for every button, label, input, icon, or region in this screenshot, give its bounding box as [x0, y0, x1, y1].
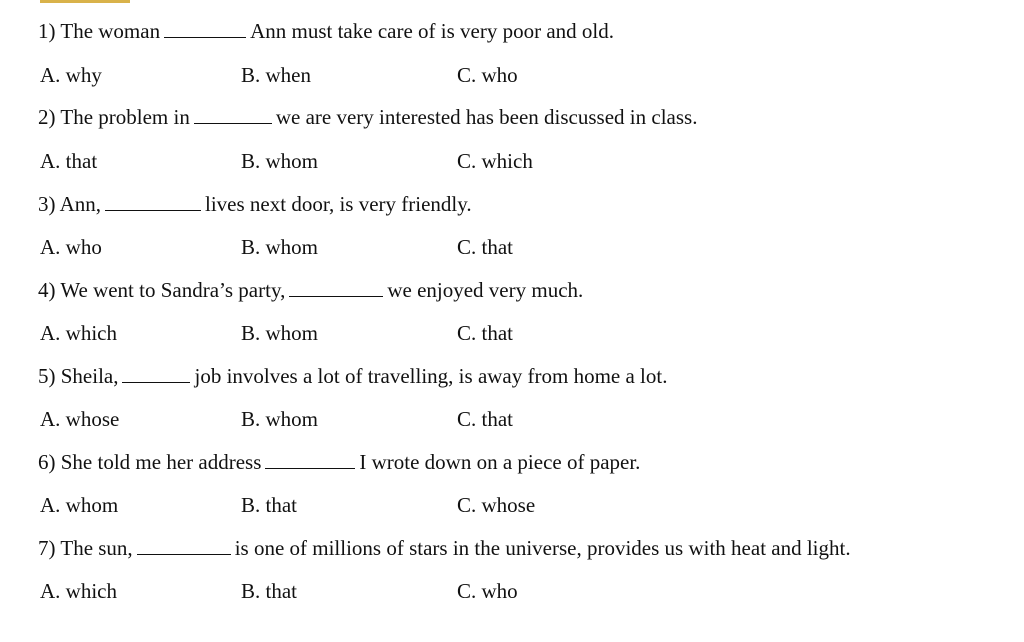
question-2-text-before: 2) The problem in: [38, 105, 190, 129]
question-6-blank: [265, 450, 355, 469]
question-2-option-c: C. which: [457, 149, 533, 173]
question-5-blank: [122, 364, 190, 383]
question-3-option-a: A. who: [40, 235, 102, 259]
question-2-blank: [194, 105, 272, 124]
question-5-text-before: 5) Sheila,: [38, 364, 119, 388]
question-3-text-after: lives next door, is very friendly.: [205, 192, 472, 216]
question-1-text-before: 1) The woman: [38, 19, 161, 43]
question-1-option-c: C. who: [457, 63, 518, 87]
question-7-option-a: A. which: [40, 579, 117, 603]
question-1-text-after: Ann must take care of is very poor and old.: [250, 19, 614, 43]
question-2-option-a: A. that: [40, 149, 98, 173]
question-5-option-a: A. whose: [40, 407, 120, 431]
question-6-option-b: B. that: [241, 493, 297, 517]
question-7-option-b: B. that: [241, 579, 297, 603]
question-5-option-c: C. that: [457, 407, 513, 431]
question-1-option-b: B. when: [241, 63, 311, 87]
question-3-blank: [105, 192, 201, 211]
question-7-option-c: C. who: [457, 579, 518, 603]
question-4-blank: [289, 278, 383, 297]
question-6-text-before: 6) She told me her address: [38, 450, 262, 474]
question-4-text-after: we enjoyed very much.: [387, 278, 584, 302]
question-5-text-after: job involves a lot of travelling, is away from home a lot.: [194, 364, 668, 388]
question-7-text-before: 7) The sun,: [38, 536, 133, 560]
question-2-text-after: we are very interested has been discussed in class.: [275, 105, 698, 129]
question-6-text-after: I wrote down on a piece of paper.: [359, 450, 641, 474]
question-5: [38, 363, 667, 389]
question-2: [38, 104, 697, 130]
question-1-option-a: A. why: [40, 63, 102, 87]
question-1-blank: [164, 19, 246, 38]
question-6-option-c: C. whose: [457, 493, 536, 517]
question-6-option-a: A. whom: [40, 493, 119, 517]
question-1: [38, 18, 614, 44]
question-3-option-b: B. whom: [241, 235, 319, 259]
question-6: [38, 449, 640, 475]
question-4: [38, 277, 583, 303]
question-5-option-b: B. whom: [241, 407, 319, 431]
question-4-text-before: 4) We went to Sandra’s party,: [38, 278, 286, 302]
question-7-text-after: is one of millions of stars in the universe, provides us with heat and light.: [234, 536, 851, 560]
question-3-option-c: C. that: [457, 235, 513, 259]
question-2-option-b: B. whom: [241, 149, 319, 173]
question-3-text-before: 3) Ann,: [38, 192, 101, 216]
top-decorative-rule: [40, 0, 130, 3]
question-3: [38, 191, 472, 217]
question-4-option-a: A. which: [40, 321, 117, 345]
question-7: [38, 535, 851, 561]
question-4-option-c: C. that: [457, 321, 513, 345]
question-7-blank: [137, 536, 231, 555]
question-4-option-b: B. whom: [241, 321, 319, 345]
